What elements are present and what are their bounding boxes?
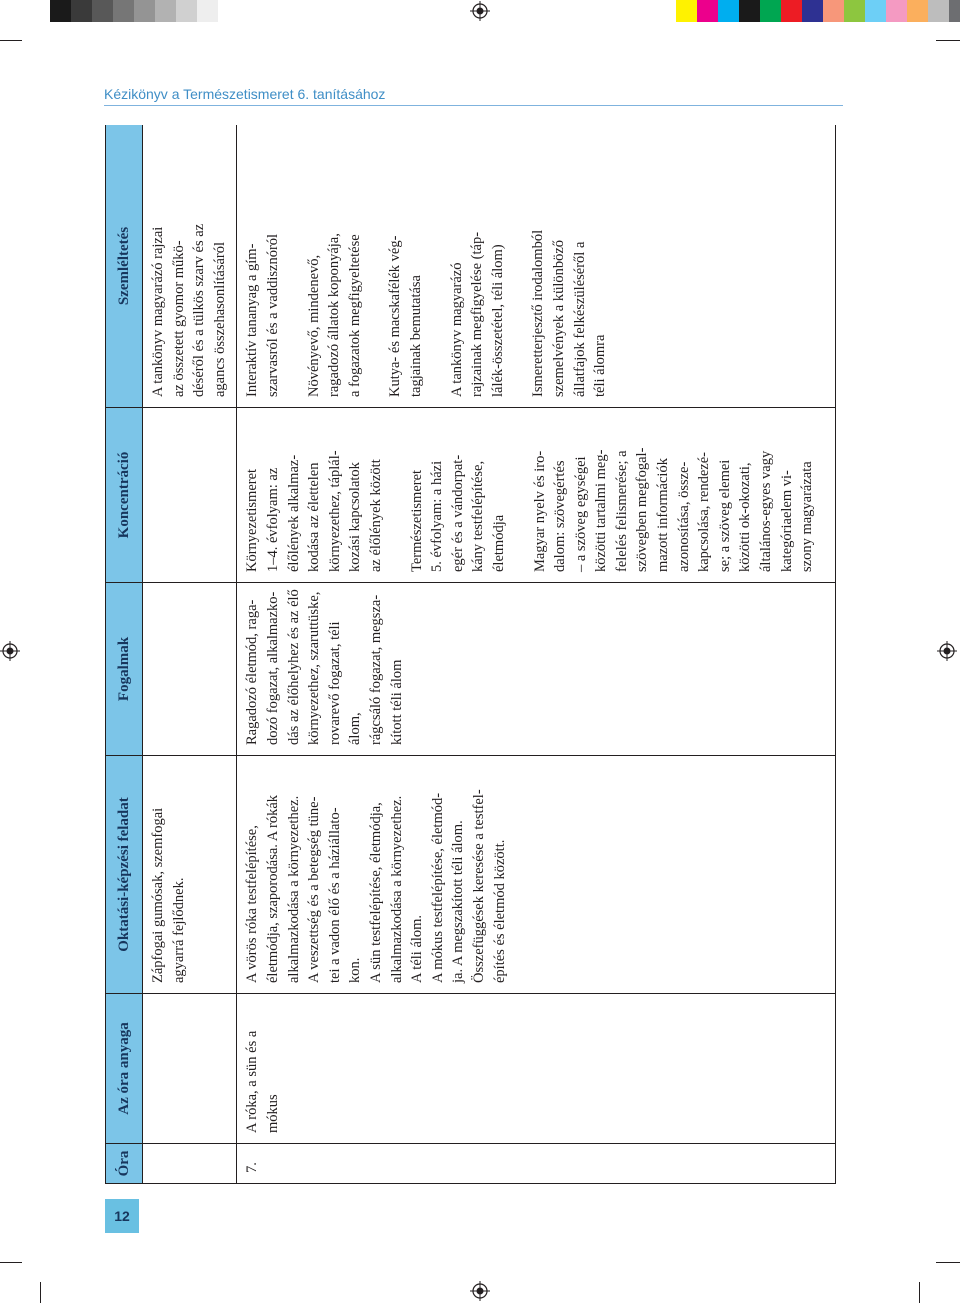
table-container bbox=[105, 125, 843, 1184]
text-line: ragadozó állatok koponyája, bbox=[326, 233, 343, 397]
text-line: déséről és a tülkös szarv és az bbox=[191, 223, 208, 397]
text-line: Összefüggések keresése a testfel- bbox=[470, 789, 487, 983]
text-line: közötti ok-okozati, bbox=[737, 462, 754, 572]
color-swatch bbox=[928, 0, 949, 22]
registration-mark-top-icon bbox=[470, 1, 490, 21]
running-header: Kézikönyv a Természetismeret 6. tanításához bbox=[104, 86, 386, 102]
color-swatch bbox=[865, 0, 886, 22]
text-line: szony magyarázata bbox=[799, 461, 816, 572]
cell-koncentracio bbox=[143, 408, 237, 583]
cell-ora: 7. bbox=[237, 1144, 836, 1184]
text-line: rágcsáló fogazat, megsza- bbox=[367, 594, 384, 745]
header-feladat: Oktatási-képzési feladat bbox=[106, 756, 143, 994]
color-swatch bbox=[739, 0, 760, 22]
text-line: téli álomra bbox=[592, 334, 609, 397]
text-line: alkalmazkodása a környezethez. bbox=[388, 795, 405, 983]
color-swatch bbox=[781, 0, 802, 22]
text-line: közötti tartalmi meg- bbox=[593, 449, 610, 572]
crop-mark bbox=[936, 1262, 960, 1263]
color-swatch bbox=[802, 0, 823, 22]
color-swatch bbox=[676, 0, 697, 22]
header-fogalmak: Fogalmak bbox=[106, 583, 143, 756]
color-swatch bbox=[218, 0, 239, 22]
registration-mark-right-icon bbox=[937, 641, 957, 661]
crop-mark bbox=[0, 40, 22, 41]
text-line: szarvasról és a vaddisznóról bbox=[264, 233, 281, 397]
szemleltetes-block bbox=[242, 131, 283, 397]
color-swatch bbox=[92, 0, 113, 22]
cell-feladat bbox=[237, 756, 836, 994]
text-line: állatfajok felkészüléséről a bbox=[571, 241, 588, 397]
table-header-row bbox=[106, 125, 143, 1184]
text-line: mókus bbox=[264, 1094, 281, 1133]
text-line: dás az élőhelyhez és az élő bbox=[285, 589, 302, 745]
color-swatch bbox=[823, 0, 844, 22]
cell-anyag bbox=[143, 994, 237, 1144]
text-line: környezethez, táplál- bbox=[326, 450, 343, 572]
koncentracio-block bbox=[530, 414, 818, 572]
text-line: 1–4. évfolyam: az bbox=[264, 467, 281, 572]
color-swatch bbox=[197, 0, 218, 22]
text-line: építés és életmód között. bbox=[491, 839, 508, 983]
text-line: A téli álom. bbox=[409, 914, 426, 983]
cell-ora bbox=[143, 1144, 237, 1184]
text-line: kozási kapcsolatok bbox=[347, 462, 364, 572]
cell-fogalmak bbox=[143, 583, 237, 756]
registration-mark-left-icon bbox=[0, 641, 20, 661]
cell-szemleltetes bbox=[237, 125, 836, 408]
text-line: Természetismeret bbox=[408, 469, 425, 572]
text-line: életmódja bbox=[490, 514, 507, 572]
szemleltetes-block bbox=[304, 131, 366, 397]
text-line: egér és a vándorpat- bbox=[449, 454, 466, 572]
text-line: az élőlények között bbox=[367, 459, 384, 572]
text-line: ja. A megszakított téli álom. bbox=[450, 820, 467, 983]
text-line: se; a szöveg elemei bbox=[716, 459, 733, 572]
text-line: Ragadozó életmód, raga- bbox=[244, 599, 261, 745]
text-line: A veszettség és a betegség tüne- bbox=[306, 796, 323, 983]
color-swatch bbox=[71, 0, 92, 22]
text-line: A tankönyv magyarázó bbox=[448, 262, 465, 397]
cell-szemleltetes bbox=[143, 125, 237, 408]
text-line: kodása az élettelen bbox=[306, 462, 323, 572]
text-line: kategóriaelem vi- bbox=[778, 470, 795, 572]
color-swatch bbox=[844, 0, 865, 22]
cell-anyag bbox=[237, 994, 836, 1144]
table-row bbox=[237, 125, 836, 1184]
registration-colorbar-right bbox=[676, 0, 960, 22]
color-swatch bbox=[155, 0, 176, 22]
szemleltetes-block bbox=[447, 131, 509, 397]
text-line: kított téli álom bbox=[388, 659, 405, 745]
text-line: környezethez, szaruttüske, bbox=[306, 591, 323, 745]
cell-koncentracio bbox=[237, 408, 836, 583]
text-line: agyarrá fejlődnek. bbox=[170, 877, 187, 983]
header-szemleltetes: Szemléltetés bbox=[106, 125, 143, 408]
color-swatch bbox=[760, 0, 781, 22]
color-swatch bbox=[176, 0, 197, 22]
text-line: rovarevő fogazat, téli álom, bbox=[326, 621, 364, 745]
text-line: A mókus testfelépítése, életmód- bbox=[429, 792, 446, 983]
text-line: kapcsolása, rendezé- bbox=[696, 452, 713, 572]
text-line: élőlények alkalmaz- bbox=[285, 454, 302, 572]
cell-feladat bbox=[143, 756, 237, 994]
text-line: Növényevő, mindenevő, bbox=[305, 254, 322, 397]
text-line: kon. bbox=[347, 957, 364, 983]
text-line: azonosítása, össze- bbox=[675, 461, 692, 572]
text-line: alkalmazkodása a környezethez. bbox=[285, 795, 302, 983]
text-line: dozó fogazat, alkalmazko- bbox=[264, 591, 281, 745]
header-anyag: Az óra anyaga bbox=[106, 994, 143, 1144]
text-line: szövegben megfogal- bbox=[634, 447, 651, 572]
text-line: tei a vadon élő és a háziállato- bbox=[326, 807, 343, 983]
registration-colorbar-left bbox=[50, 0, 239, 22]
text-line: A sün testfelépítése, életmódja, bbox=[367, 802, 384, 983]
registration-mark-bottom-icon bbox=[470, 1281, 490, 1301]
koncentracio-block bbox=[407, 414, 510, 572]
color-swatch bbox=[697, 0, 718, 22]
crop-mark bbox=[40, 1282, 41, 1303]
text-line: – a szöveg egységei bbox=[572, 456, 589, 572]
color-swatch bbox=[886, 0, 907, 22]
color-swatch bbox=[134, 0, 155, 22]
text-line: életmódja, szaporodása. A rókák bbox=[264, 794, 281, 983]
text-line: Zápfogai gumósak, szemfogai bbox=[150, 807, 166, 983]
text-line: Ismeretterjesztő irodalomból bbox=[530, 229, 547, 397]
text-line: Kutya- és macskafélék vég- bbox=[387, 235, 404, 397]
header-koncentracio: Koncentráció bbox=[106, 408, 143, 583]
text-line: Interaktív tananyag a gím- bbox=[244, 243, 261, 397]
color-swatch bbox=[50, 0, 71, 22]
page-number: 12 bbox=[105, 1199, 139, 1233]
text-line: A tankönyv magyarázó rajzai bbox=[150, 226, 166, 397]
text-line: Környezetismeret bbox=[244, 468, 261, 572]
text-line: általános-egyes vagy bbox=[758, 450, 775, 572]
color-swatch bbox=[113, 0, 134, 22]
text-line: szemelvények a különböző bbox=[550, 239, 567, 397]
text-line: A róka, a sün és a bbox=[244, 1030, 261, 1133]
text-line: felelés felismerése; a bbox=[613, 450, 630, 572]
text-line: Magyar nyelv és iro- bbox=[531, 450, 548, 572]
color-swatch bbox=[949, 0, 960, 22]
crop-mark bbox=[936, 40, 960, 41]
szemleltetes-block bbox=[528, 131, 610, 397]
text-line: 5. évfolyam: a házi bbox=[429, 460, 446, 572]
text-line: a fogazatok megfigyeltetése bbox=[346, 234, 363, 397]
cell-fogalmak bbox=[237, 583, 836, 756]
text-line: A vörös róka testfelépítése, bbox=[244, 825, 261, 983]
header-rule bbox=[104, 105, 843, 106]
text-line: mazott információk bbox=[655, 458, 672, 572]
color-swatch bbox=[718, 0, 739, 22]
text-line: lálék-összetétel, téli álom) bbox=[489, 244, 506, 397]
text-line: dalom: szövegértés bbox=[552, 460, 569, 572]
crop-mark bbox=[919, 1282, 920, 1303]
color-swatch bbox=[907, 0, 928, 22]
table-row bbox=[143, 125, 237, 1184]
text-line: rajzainak megfigyelése (táp- bbox=[469, 231, 486, 397]
text-line: tagjainak bemutatása bbox=[407, 275, 424, 397]
header-ora: Óra bbox=[106, 1144, 143, 1184]
text-line: az összetett gyomor műkö- bbox=[170, 240, 187, 397]
lesson-plan-table bbox=[105, 125, 836, 1184]
crop-mark bbox=[0, 1262, 22, 1263]
koncentracio-block bbox=[242, 414, 386, 572]
szemleltetes-block bbox=[385, 131, 426, 397]
text-line: agancs összehasonlításáról bbox=[211, 241, 228, 397]
text-line: kány testfelépítése, bbox=[470, 460, 487, 572]
